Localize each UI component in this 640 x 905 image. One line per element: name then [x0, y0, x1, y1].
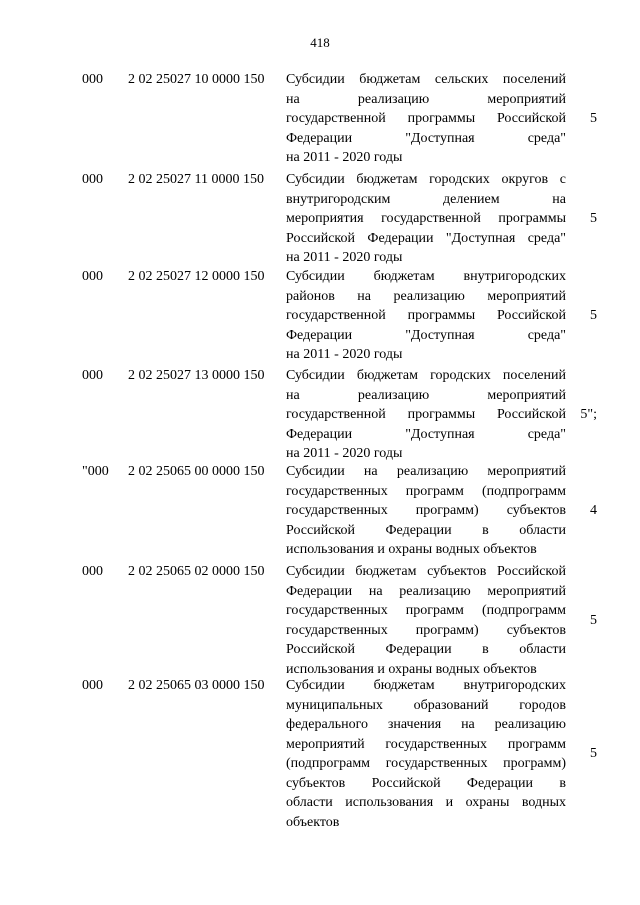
description-line: Субсидии бюджетам городских округов с	[286, 172, 566, 187]
row-value: 5	[590, 308, 597, 323]
budget-classification-code: 2 02 25027 13 0000 150	[128, 368, 265, 383]
table-row	[0, 462, 640, 560]
table-row	[0, 562, 640, 679]
description-line: на 2011 - 2020 годы	[286, 250, 403, 265]
description-line: государственной программы Российской	[286, 407, 566, 422]
budget-classification-code: 2 02 25065 02 0000 150	[128, 564, 265, 579]
description-line: на реализацию мероприятий	[286, 91, 566, 107]
description-line: Федерации "Доступная среда"	[286, 130, 566, 146]
row-prefix: "000	[82, 464, 109, 479]
income-description	[286, 366, 566, 464]
description-line: Субсидии бюджетам субъектов Российской	[286, 564, 566, 579]
description-line: (подпрограмм государственных программ)	[286, 756, 566, 771]
row-prefix: 000	[82, 72, 103, 87]
budget-classification-code: 2 02 25027 12 0000 150	[128, 269, 265, 284]
income-description	[286, 267, 566, 365]
description-line: государственной программы Российской	[286, 111, 566, 126]
description-line: государственных программ (подпрограмм	[286, 483, 566, 499]
row-value: 5";	[580, 407, 597, 422]
row-value: 5	[590, 111, 597, 126]
description-line: государственной программы Российской	[286, 308, 566, 323]
row-prefix: 000	[82, 269, 103, 284]
description-line: Федерации "Доступная среда"	[286, 426, 566, 442]
description-line: федерального значения на реализацию	[286, 717, 566, 732]
description-line: государственных программ (подпрограмм	[286, 603, 566, 618]
row-prefix: 000	[82, 368, 103, 383]
description-line: Российской Федерации в области	[286, 642, 566, 657]
budget-classification-code: 2 02 25027 10 0000 150	[128, 72, 265, 87]
description-line: Субсидии бюджетам внутригородских	[286, 269, 566, 284]
table-row	[0, 366, 640, 464]
description-line: Субсидии на реализацию мероприятий	[286, 464, 566, 479]
description-line: внутригородским делением на	[286, 191, 566, 207]
description-line: объектов	[286, 814, 340, 830]
description-line: на 2011 - 2020 годы	[286, 347, 403, 362]
row-value: 4	[590, 503, 597, 518]
budget-classification-code: 2 02 25065 03 0000 150	[128, 678, 265, 693]
description-line: использования и охраны водных объектов	[286, 542, 537, 557]
row-value: 5	[590, 612, 597, 628]
description-line: Субсидии бюджетам городских поселений	[286, 368, 566, 383]
income-description	[286, 70, 566, 168]
description-line: области использования и охраны водных	[286, 795, 566, 810]
description-line: на 2011 - 2020 годы	[286, 446, 403, 461]
table-row	[0, 676, 640, 832]
description-line: на реализацию мероприятий	[286, 387, 566, 403]
description-line: Федерации "Доступная среда"	[286, 327, 566, 343]
description-line: мероприятий государственных программ	[286, 736, 566, 752]
page-number: 418	[310, 35, 330, 50]
description-line: Федерации на реализацию мероприятий	[286, 583, 566, 599]
table-row	[0, 267, 640, 365]
budget-classification-code: 2 02 25065 00 0000 150	[128, 464, 265, 479]
description-line: Субсидии бюджетам внутригородских	[286, 678, 566, 693]
description-line: районов на реализацию мероприятий	[286, 288, 566, 304]
income-description	[286, 462, 566, 560]
description-line: Российской Федерации "Доступная среда"	[286, 230, 566, 246]
row-prefix: 000	[82, 678, 103, 693]
income-description	[286, 676, 566, 832]
row-prefix: 000	[82, 172, 103, 187]
description-line: субъектов Российской Федерации в	[286, 775, 566, 791]
row-prefix: 000	[82, 564, 103, 579]
description-line: государственных программ) субъектов	[286, 503, 566, 518]
description-line: на 2011 - 2020 годы	[286, 150, 403, 165]
budget-classification-code: 2 02 25027 11 0000 150	[128, 172, 264, 187]
row-value: 5	[590, 211, 597, 226]
description-line: Российской Федерации в области	[286, 522, 566, 538]
row-value: 5	[590, 746, 597, 762]
description-line: мероприятия государственной программы	[286, 211, 566, 226]
income-description	[286, 562, 566, 679]
description-line: государственных программ) субъектов	[286, 622, 566, 638]
description-line: использования и охраны водных объектов	[286, 661, 537, 677]
description-line: муниципальных образований городов	[286, 697, 566, 713]
description-line: Субсидии бюджетам сельских поселений	[286, 72, 566, 87]
table-row	[0, 170, 640, 268]
table-row	[0, 70, 640, 168]
income-description	[286, 170, 566, 268]
